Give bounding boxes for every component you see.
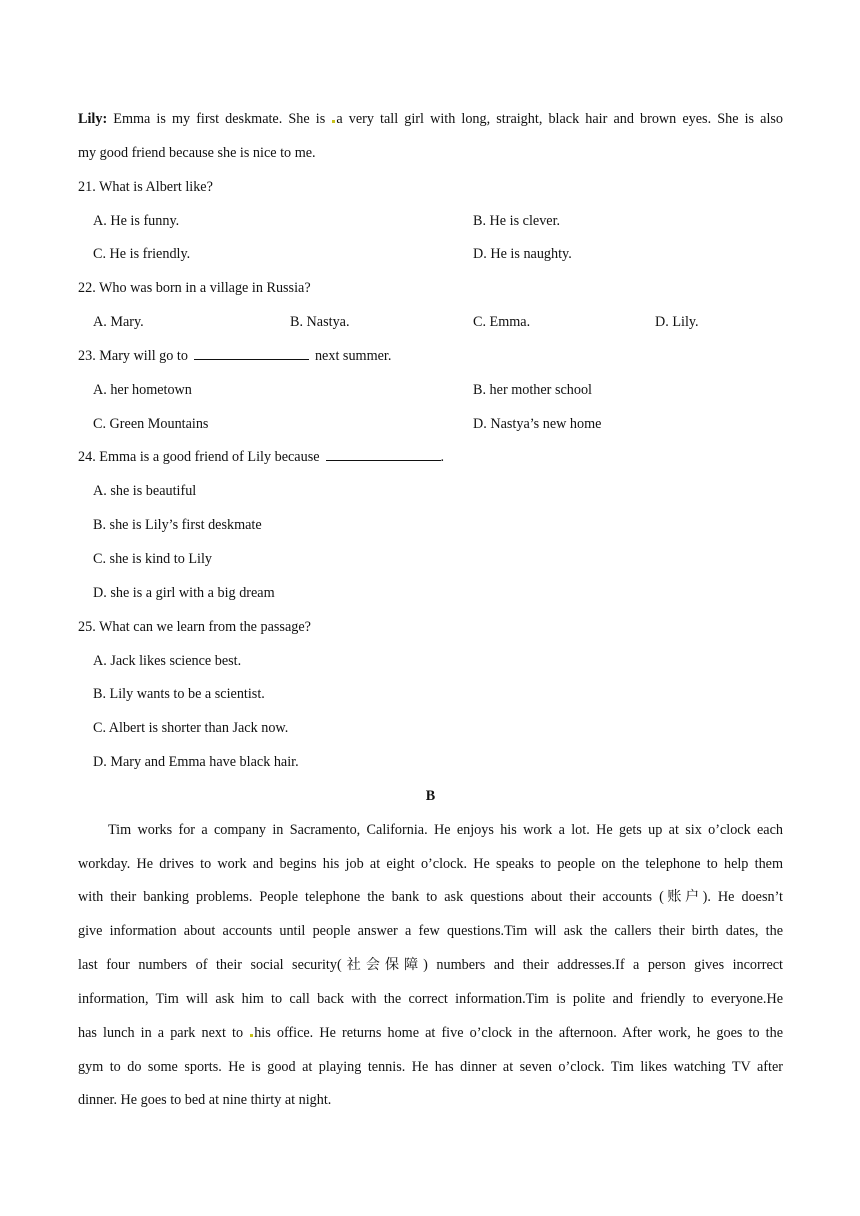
document-page [78,103,783,1118]
passage-line-7 [78,1017,783,1051]
option-c: C. Green Mountains [93,415,209,432]
artifact-mark [332,120,335,123]
lily-text-a: Emma is my first deskmate. She is [113,111,326,127]
option-a: A. Mary. [93,314,144,331]
option-d: D. He is naughty. [473,246,572,263]
option-d: D. Nastya’s new home [473,415,602,432]
passage-line-9: dinner. He goes to bed at nine thirty at night. [78,1092,332,1109]
option-d: D. Lily. [655,314,699,331]
option-c: C. Albert is shorter than Jack now. [93,720,289,737]
speaker-label: Lily: [78,111,108,127]
option-b: B. He is clever. [473,212,561,229]
lily-line-2: my good friend because she is nice to me. [78,144,316,161]
passage-line-2: workday. He drives to work and begins his job at eight o’clock. He speaks to people on the telephone to help them [78,855,783,872]
lily-line-1 [78,103,783,137]
lily-text-b: a very tall girl with long, straight, black hair and brown eyes. She is also [336,111,784,127]
passage-line-3: with their banking problems. People telephone the bank to ask questions about their accounts (账户). He doesn’t [78,889,783,906]
option-c: C. she is kind to Lily [93,550,213,567]
option-d: D. Mary and Emma have black hair. [93,754,299,771]
passage-line-7-a: has lunch in a park next to [78,1024,244,1041]
passage-line-4: give information about accounts until people answer a few questions.Tim will ask the callers their birth dates, the [78,923,783,940]
option-c: C. Emma. [473,314,531,331]
question-25: 25. What can we learn from the passage? [78,618,311,635]
option-d: D. she is a girl with a big dream [93,584,275,601]
passage-line-7-b: his office. He returns home at five o’clock in the afternoon. After work, he goes to the [254,1024,784,1041]
option-a: A. she is beautiful [93,483,197,500]
option-b: B. she is Lily’s first deskmate [93,517,262,534]
option-b: B. Nastya. [290,314,350,331]
question-24-stem-a: 24. Emma is a good friend of Lily because [78,449,320,466]
question-21-options-row-2 [78,238,783,272]
question-24 [78,441,783,475]
question-21: 21. What is Albert like? [78,178,213,195]
passage-line-6: information, Tim will ask him to call back with the correct information.Tim is polite and friendly to everyone.He [78,990,783,1007]
section-b-heading: B [425,787,436,804]
question-23 [78,340,783,374]
option-a: A. her hometown [93,381,192,398]
answer-blank [326,448,441,461]
question-24-stem-b: . [440,449,445,466]
question-23-options-row-1 [78,374,783,408]
passage-line-5: last four numbers of their social security(社会保障) numbers and their addresses.If a person gives incorrect [78,957,783,974]
option-b: B. her mother school [473,381,592,398]
question-23-stem-b: next summer. [314,347,392,364]
passage-line-1: Tim works for a company in Sacramento, California. He enjoys his work a lot. He gets up at six o’clock each [108,821,783,838]
question-22: 22. Who was born in a village in Russia? [78,280,311,297]
artifact-mark [250,1034,253,1037]
option-a: A. Jack likes science best. [93,652,242,669]
question-22-options [78,306,783,340]
answer-blank [194,347,309,360]
option-b: B. Lily wants to be a scientist. [93,686,265,703]
passage-line-8: gym to do some sports. He is good at playing tennis. He has dinner at seven o’clock. Tim likes watching TV after [78,1058,783,1075]
question-23-options-row-2 [78,408,783,442]
question-23-stem-a: 23. Mary will go to [78,347,188,364]
option-a: A. He is funny. [93,212,180,229]
question-21-options-row-1 [78,205,783,239]
option-c: C. He is friendly. [93,246,191,263]
